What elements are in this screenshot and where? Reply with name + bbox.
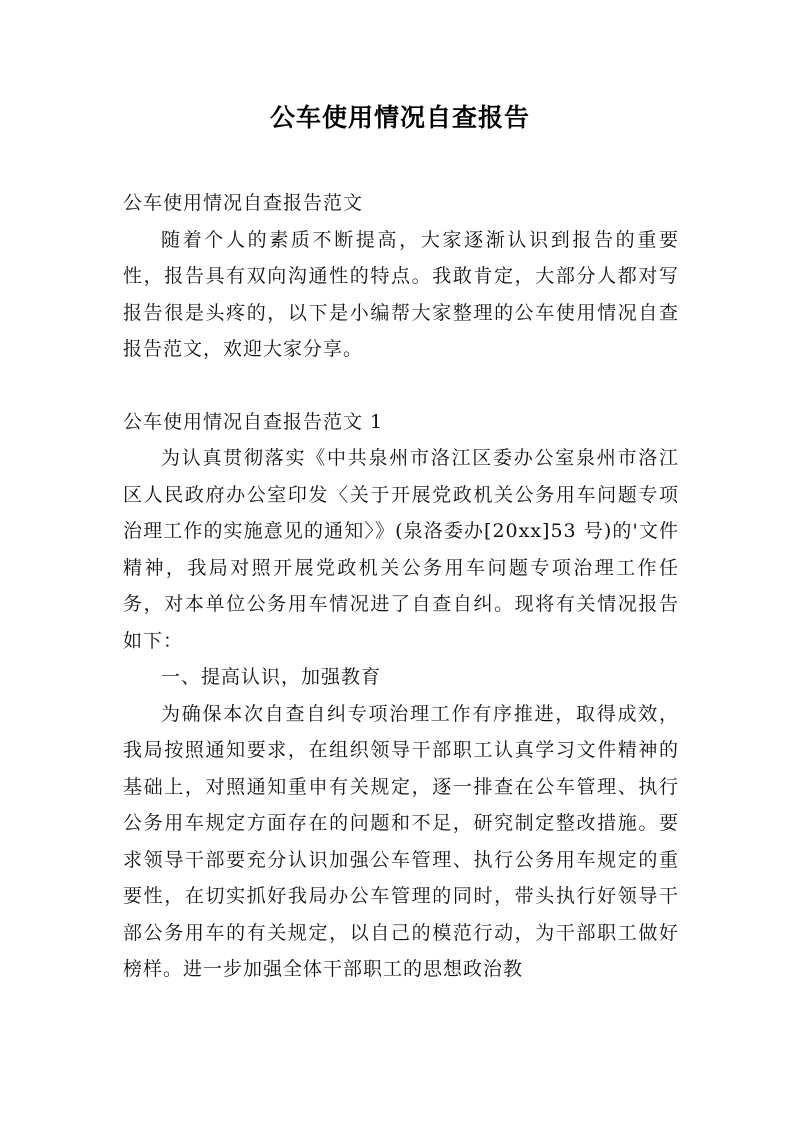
intro-heading: 公车使用情况自查报告范文	[123, 192, 364, 214]
section1-paragraph: 为认真贯彻落实《中共泉州市洛江区委办公室泉州市洛江区人民政府办公室印发〈关于开展党政机关公务用车问题专项治理工作的实施意见的通知〉》(泉洛委办[20xx]53 号)的'文件精神，我局对照开展党政机关公务用车问题专项治理工作任务，对本单位公务用车情况进了自查自纠。现将有关情况报告如下：	[123, 447, 679, 652]
point1-heading: 一、提高认识，加强教育	[161, 666, 382, 688]
document-body	[123, 185, 679, 988]
section1-heading: 公车使用情况自查报告范文 1	[123, 410, 384, 433]
document-title: 公车使用情况自查报告	[269, 103, 530, 132]
intro-paragraph: 随着个人的素质不断提高，大家逐渐认识到报告的重要性，报告具有双向沟通性的特点。我敢肯定，大部分人都对写报告很是头疼的，以下是小编帮大家整理的公车使用情况自查报告范文，欢迎大家分享。	[123, 228, 679, 360]
paragraph-spacer	[123, 368, 679, 404]
point1-paragraph: 为确保本次自查自纠专项治理工作有序推进，取得成效，我局按照通知要求，在组织领导干部职工认真学习文件精神的基础上，对照通知重申有关规定，逐一排查在公车管理、执行公务用车规定方面存在的问题和不足，研究制定整改措施。要求领导干部要充分认识加强公车管理、执行公务用车规定的重要性，在切实抓好我局办公车管理的同时，带头执行好领导干部公务用车的有关规定，以自己的模范行动，为干部职工做好榜样。进一步加强全体干部职工的思想政治教	[123, 702, 679, 980]
